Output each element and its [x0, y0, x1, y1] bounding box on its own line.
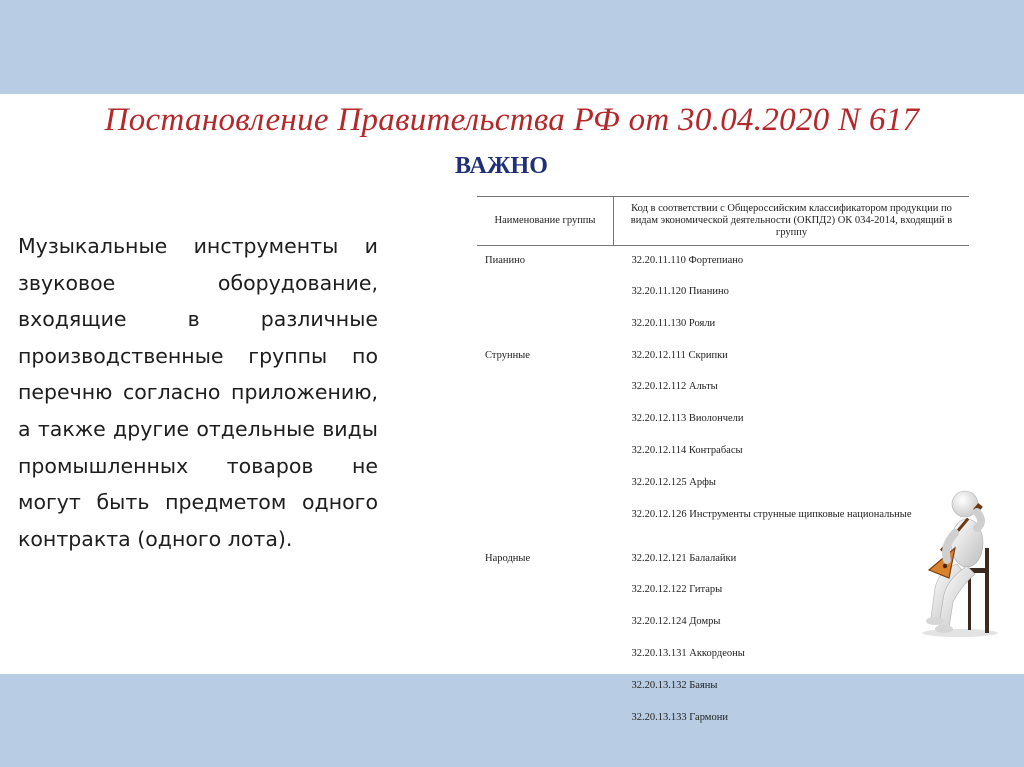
table-row — [477, 246, 969, 280]
code-cell: 32.20.13.132 Баяны — [631, 679, 718, 691]
body-paragraph: Музыкальные инструменты и звуковое оборудование, входящие в различные производственные группы по перечню согласно приложению, а также другие отдельные виды промышленных товаров не могут быть предметом одного контракта (одного лота). — [18, 234, 378, 551]
code-cell: 32.20.12.114 Контрабасы — [631, 444, 743, 456]
group-cell — [477, 609, 614, 641]
group-cell: Пианино — [485, 255, 525, 266]
code-cell: 32.20.12.126 Инструменты струнные щипковые национальные — [631, 508, 912, 520]
instrument-group-table — [477, 196, 969, 736]
code-cell: 32.20.13.131 Аккордеоны — [631, 647, 745, 659]
group-cell — [477, 279, 614, 311]
code-cell: 32.20.11.130 Рояли — [631, 317, 716, 329]
group-cell: Струнные — [485, 349, 530, 361]
table-row — [477, 406, 969, 438]
table-row — [477, 374, 969, 406]
table-row — [477, 577, 969, 609]
header-code: Код в соответствии с Общероссийским классификатором продукции по видам экономической деятельности (ОКПД2) ОК 034-2014, входящий в группу — [614, 197, 970, 246]
table-row — [477, 438, 969, 470]
table-row — [477, 343, 969, 375]
table-row — [477, 641, 969, 673]
group-cell — [477, 470, 614, 502]
group-cell — [477, 406, 614, 438]
code-cell: 32.20.12.111 Скрипки — [631, 349, 728, 361]
group-cell — [477, 502, 614, 546]
code-cell: 32.20.12.125 Арфы — [631, 476, 716, 488]
table-row — [477, 609, 969, 641]
group-cell — [477, 311, 614, 343]
table-row — [477, 546, 969, 578]
header-group: Наименование группы — [477, 197, 614, 246]
table-row — [477, 311, 969, 343]
group-cell — [477, 673, 614, 705]
code-cell: 32.20.12.113 Виолончели — [631, 413, 744, 425]
group-cell — [477, 641, 614, 673]
figure-with-balalaika-icon — [905, 488, 1005, 638]
code-cell: 32.20.12.112 Альты — [631, 381, 718, 393]
top-band — [0, 0, 1024, 94]
table-row — [477, 470, 969, 502]
code-cell: 32.20.12.124 Домры — [631, 616, 721, 628]
code-cell: 32.20.13.133 Гармони — [631, 711, 728, 723]
code-cell: 32.20.11.120 Пианино — [631, 286, 729, 297]
table-row — [477, 705, 969, 737]
code-cell: 32.20.12.121 Балалайки — [631, 552, 737, 564]
slide-title: Постановление Правительства РФ от 30.04.2020 N 617 — [104, 102, 920, 138]
group-cell — [477, 705, 614, 737]
table-row — [477, 673, 969, 705]
important-heading: ВАЖНО — [455, 153, 548, 179]
group-cell: Народные — [485, 552, 531, 564]
table-row — [477, 502, 969, 546]
group-cell — [477, 438, 614, 470]
table-header-row — [477, 197, 969, 246]
group-cell — [477, 374, 614, 406]
code-cell: 32.20.11.110 Фортепиано — [631, 255, 744, 266]
table-row — [477, 279, 969, 311]
group-cell — [477, 577, 614, 609]
code-cell: 32.20.12.122 Гитары — [631, 584, 723, 596]
